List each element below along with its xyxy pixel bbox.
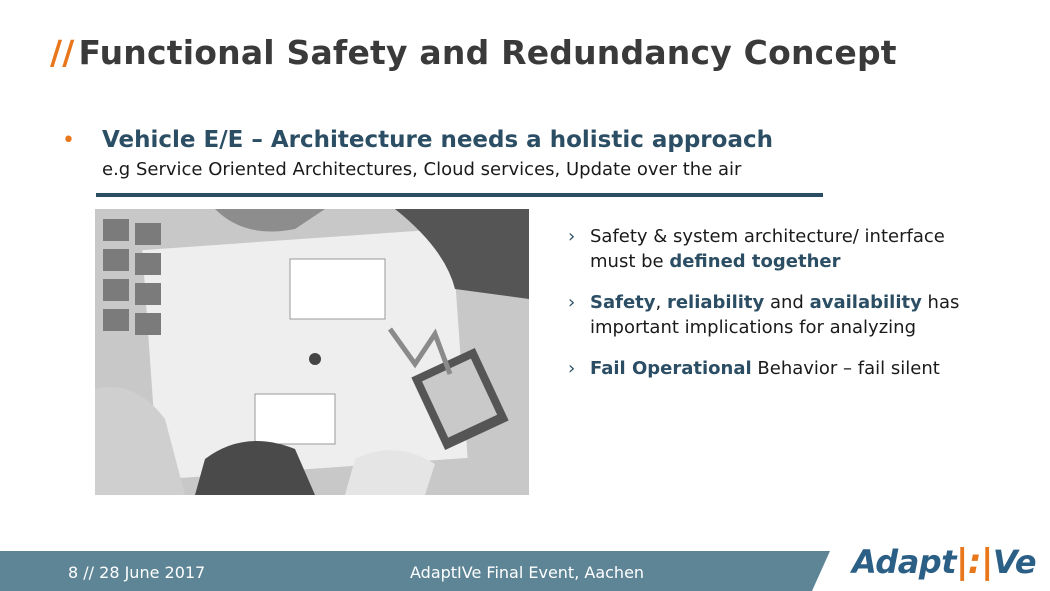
footer-page-date: 8 // 28 June 2017 bbox=[68, 563, 206, 582]
key-point: › Fail Operational Behavior – fail silent bbox=[568, 358, 940, 379]
photo-illustration bbox=[95, 209, 529, 495]
key-point: › Safety, reliability and availability has important implications for analyzing bbox=[568, 292, 960, 338]
chevron-right-icon: › bbox=[568, 358, 576, 379]
title-text: Functional Safety and Redundancy Concept bbox=[78, 33, 897, 72]
chevron-right-icon: › bbox=[568, 226, 576, 247]
meeting-photo bbox=[95, 209, 529, 495]
key-points-list bbox=[568, 224, 988, 397]
title-slashes: // bbox=[50, 33, 75, 72]
chevron-right-icon: › bbox=[568, 292, 576, 313]
footer-event: AdaptIVe Final Event, Aachen bbox=[410, 563, 645, 582]
intro-subline: e.g Service Oriented Architectures, Cloud services, Update over the air bbox=[102, 159, 742, 180]
bullet-dot: • bbox=[62, 128, 75, 153]
adaptive-logo: Adapt|:|Ve bbox=[852, 542, 1037, 582]
slide-title bbox=[50, 33, 897, 72]
section-divider bbox=[96, 193, 823, 197]
key-point: › Safety & system architecture/ interface must be defined together bbox=[568, 226, 945, 272]
intro-headline: Vehicle E/E – Architecture needs a holistic approach bbox=[102, 127, 773, 153]
